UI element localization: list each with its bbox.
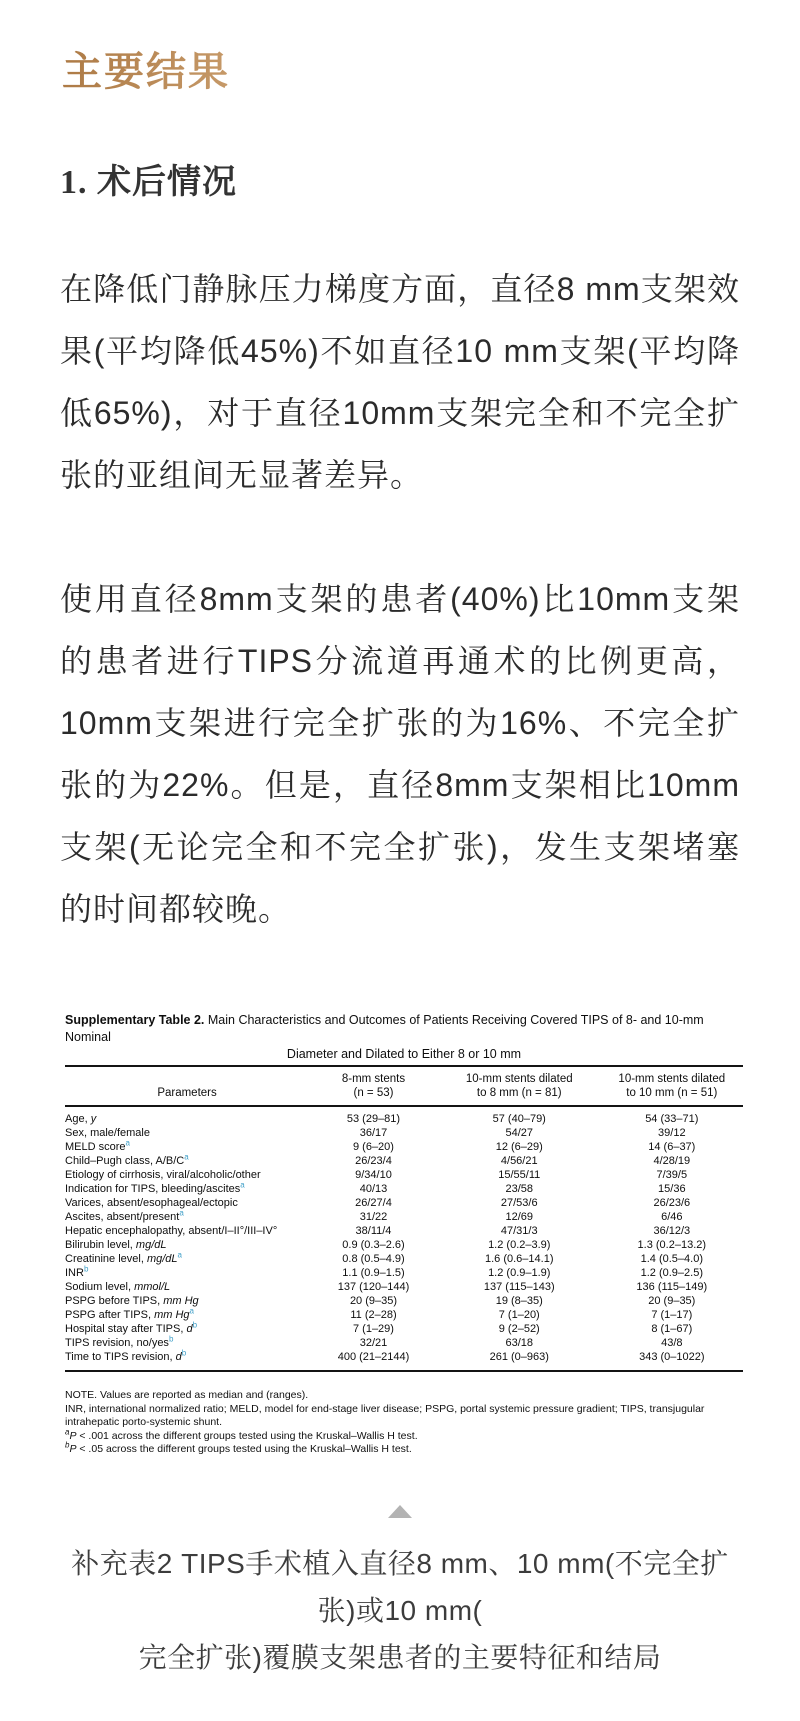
table-row <box>65 1196 743 1210</box>
table-row <box>65 1322 743 1336</box>
footnote-marker: a <box>184 1152 189 1162</box>
paragraph-postop-1: 在降低门静脉压力梯度方面，直径8 mm支架效果(平均降低45%)不如直径10 mm支架(平均降低65%)，对于直径10mm支架完全和不完全扩张的亚组间无显著差异。 <box>60 271 740 493</box>
row-value: 4/28/19 <box>653 1155 691 1167</box>
row-value: 7 (1–29) <box>352 1323 394 1335</box>
row-value: 1.6 (0.6–14.1) <box>485 1253 554 1265</box>
table-note: INR, international normalized ratio; MELD, model for end-stage liver disease; PSPG, portal systemic pressure gradient; TIPS, transjugular intrahepatic porto-systemic shunt. <box>65 1402 705 1428</box>
row-value: 137 (115–143) <box>483 1281 555 1293</box>
table-row <box>65 1280 743 1294</box>
table-row <box>65 1210 743 1224</box>
row-value: 8 (1–67) <box>651 1323 693 1335</box>
row-label: PSPG after TIPS, mm Hg$^a$ <box>65 1306 194 1321</box>
table-title <box>65 1012 743 1063</box>
row-value: 26/27/4 <box>355 1197 392 1209</box>
row-label: Hospital stay after TIPS, d$^b$ <box>65 1320 198 1335</box>
row-label: TIPS revision, no/yes$^b$ <box>65 1334 174 1349</box>
row-label: Etiology of cirrhosis, viral/alcoholic/other <box>65 1169 261 1181</box>
footnote-marker: a <box>179 1208 184 1218</box>
footnote-marker: a <box>240 1180 245 1190</box>
footnote-marker: a <box>189 1306 194 1316</box>
row-value: 20 (9–35) <box>648 1295 696 1307</box>
row-value: 1.2 (0.2–3.9) <box>488 1239 551 1251</box>
row-value: 0.9 (0.3–2.6) <box>342 1239 405 1251</box>
row-value: 36/17 <box>359 1127 388 1139</box>
row-value: 26/23/4 <box>355 1155 392 1167</box>
figure-caption-line: 补充表2 TIPS手术植入直径8 mm、10 mm(不完全扩张)或10 mm( <box>71 1547 729 1626</box>
row-value: 343 (0–1022) <box>639 1351 705 1363</box>
row-value: 1.3 (0.2–13.2) <box>637 1239 707 1251</box>
footnote-marker: b <box>83 1264 89 1274</box>
row-value: 47/31/3 <box>500 1225 538 1237</box>
table-note: NOTE. Values are reported as median and (ranges). <box>65 1389 309 1401</box>
paragraph-postop-2: 使用直径8mm支架的患者(40%)比10mm支架的患者进行TIPS分流道再通术的比例更高，10mm支架进行完全扩张的为16%、不完全扩张的为22%。但是，直径8mm支架相比10mm支架(无论完全和不完全扩张)，发生支架堵塞的时间都较晚。 <box>60 581 740 927</box>
row-label: Bilirubin level, mg/dL <box>65 1239 167 1251</box>
row-value: 54/27 <box>505 1127 534 1139</box>
row-value: 137 (120–144) <box>337 1281 410 1293</box>
row-label: Ascites, absent/present$^a$ <box>65 1208 184 1223</box>
column-header-parameters <box>65 1066 309 1106</box>
patient-characteristics-table <box>65 1065 743 1372</box>
table-row <box>65 1154 743 1168</box>
column-header-text: to 8 mm (n = 81) <box>476 1086 562 1099</box>
row-value: 15/55/11 <box>498 1169 541 1181</box>
row-value: 1.1 (0.9–1.5) <box>342 1267 405 1279</box>
row-value: 12/69 <box>505 1211 534 1223</box>
table-row <box>65 1106 743 1126</box>
row-label: Sodium level, mmol/L <box>65 1281 171 1293</box>
row-value: 14 (6–37) <box>648 1141 696 1153</box>
row-value: 4/56/21 <box>500 1155 538 1167</box>
column-header-text: 10-mm stents dilated <box>465 1073 573 1085</box>
row-value: 20 (9–35) <box>349 1295 398 1307</box>
table-body <box>65 1106 743 1371</box>
row-value: 261 (0–963) <box>489 1351 549 1363</box>
row-value: 53 (29–81) <box>346 1113 401 1125</box>
table-row <box>65 1308 743 1322</box>
column-header-10mm-to-10 <box>601 1066 743 1106</box>
table-row <box>65 1336 743 1350</box>
row-value: 27/53/6 <box>500 1197 538 1209</box>
row-value: 32/21 <box>359 1337 388 1349</box>
column-header-text: 8-mm stents <box>341 1073 406 1085</box>
row-value: 57 (40–79) <box>492 1113 546 1125</box>
table-row <box>65 1266 743 1280</box>
table-note: $^b$P < .05 across the different groups tested using the Kruskal–Wallis H test. <box>65 1440 412 1455</box>
row-value: 26/23/6 <box>653 1197 691 1209</box>
row-label: Child–Pugh class, A/B/C$^a$ <box>65 1152 189 1167</box>
row-label: Creatinine level, mg/dL$^a$ <box>65 1250 182 1265</box>
row-label: MELD score$^a$ <box>65 1138 130 1153</box>
row-value: 19 (8–35) <box>495 1295 543 1307</box>
table-row <box>65 1182 743 1196</box>
column-header-text: Parameters <box>157 1086 217 1099</box>
table-title-line1 <box>65 1012 743 1046</box>
table-title-line2: Diameter and Dilated to Either 8 or 10 mm <box>286 1047 522 1061</box>
table-row <box>65 1350 743 1371</box>
section-heading: 1. 术后情况 <box>60 164 237 201</box>
row-label: INR$^b$ <box>65 1264 89 1279</box>
row-value: 1.2 (0.9–2.5) <box>640 1267 703 1279</box>
table-row <box>65 1294 743 1308</box>
table-row <box>65 1238 743 1252</box>
row-value: 1.2 (0.9–1.9) <box>488 1267 551 1279</box>
row-value: 136 (115–149) <box>636 1281 708 1293</box>
row-value: 7 (1–17) <box>651 1309 693 1321</box>
row-value: 38/11/4 <box>355 1225 392 1237</box>
row-value: 7/39/5 <box>656 1169 688 1181</box>
supplementary-table-figure <box>65 1012 743 1457</box>
row-label: Varices, absent/esophageal/ectopic <box>65 1197 238 1209</box>
row-value: 23/58 <box>505 1183 534 1195</box>
row-value: 6/46 <box>661 1211 683 1223</box>
table-row <box>65 1126 743 1140</box>
row-label: Indication for TIPS, bleeding/ascites$^a$ <box>65 1180 245 1195</box>
row-value: 9 (6–20) <box>352 1141 394 1153</box>
figure-caption-line: 完全扩张)覆膜支架患者的主要特征和结局 <box>138 1641 662 1673</box>
table-notes <box>65 1389 743 1457</box>
row-label: PSPG before TIPS, mm Hg <box>65 1295 199 1307</box>
table-row <box>65 1140 743 1154</box>
row-label: Time to TIPS revision, d$^b$ <box>65 1348 187 1363</box>
row-value: 9/34/10 <box>355 1169 392 1181</box>
row-label: Age, y <box>65 1113 97 1125</box>
row-value: 9 (2–52) <box>498 1323 540 1335</box>
row-value: 11 (2–28) <box>350 1309 397 1321</box>
table-title-text: Main Characteristics and Outcomes of Patients Receiving Covered TIPS of 8- and 10-mm Nominal <box>65 1013 704 1044</box>
figure-caption <box>60 1540 740 1681</box>
row-value: 400 (21–2144) <box>337 1351 410 1363</box>
row-label: Hepatic encephalopathy, absent/I–II°/III–IV° <box>65 1225 278 1237</box>
row-value: 7 (1–20) <box>498 1309 540 1321</box>
column-header-text: to 10 mm (n = 51) <box>626 1086 718 1099</box>
table-title-label: Supplementary Table 2. <box>65 1013 205 1027</box>
table-header-row <box>65 1066 743 1106</box>
footnote-marker: b <box>168 1334 174 1344</box>
row-value: 15/36 <box>658 1183 686 1195</box>
column-header-8mm <box>309 1066 438 1106</box>
page-title: 主要结果 <box>62 48 740 96</box>
footnote-marker: b <box>181 1348 187 1358</box>
row-value: 31/22 <box>359 1211 388 1223</box>
footnote-marker: b <box>192 1320 198 1330</box>
footnote-marker: a <box>125 1138 130 1148</box>
column-header-10mm-to-8 <box>438 1066 601 1106</box>
row-value: 0.8 (0.5–4.9) <box>342 1253 405 1265</box>
table-note: $^a$P < .001 across the different groups tested using the Kruskal–Wallis H test. <box>65 1427 418 1442</box>
table-row <box>65 1252 743 1266</box>
triangle-up-icon <box>388 1505 412 1518</box>
row-value: 63/18 <box>505 1337 534 1349</box>
column-header-text: (n = 53) <box>353 1086 394 1099</box>
row-value: 39/12 <box>658 1127 686 1139</box>
column-header-text: 10-mm stents dilated <box>618 1073 726 1085</box>
row-value: 54 (33–71) <box>645 1113 699 1125</box>
row-value: 1.4 (0.5–4.0) <box>640 1253 703 1265</box>
table-row <box>65 1224 743 1238</box>
table-row <box>65 1168 743 1182</box>
row-value: 40/13 <box>359 1183 388 1195</box>
footnote-marker: a <box>177 1250 182 1260</box>
row-value: 36/12/3 <box>653 1225 691 1237</box>
row-value: 43/8 <box>661 1337 683 1349</box>
row-value: 12 (6–29) <box>495 1141 543 1153</box>
row-label: Sex, male/female <box>65 1127 150 1139</box>
